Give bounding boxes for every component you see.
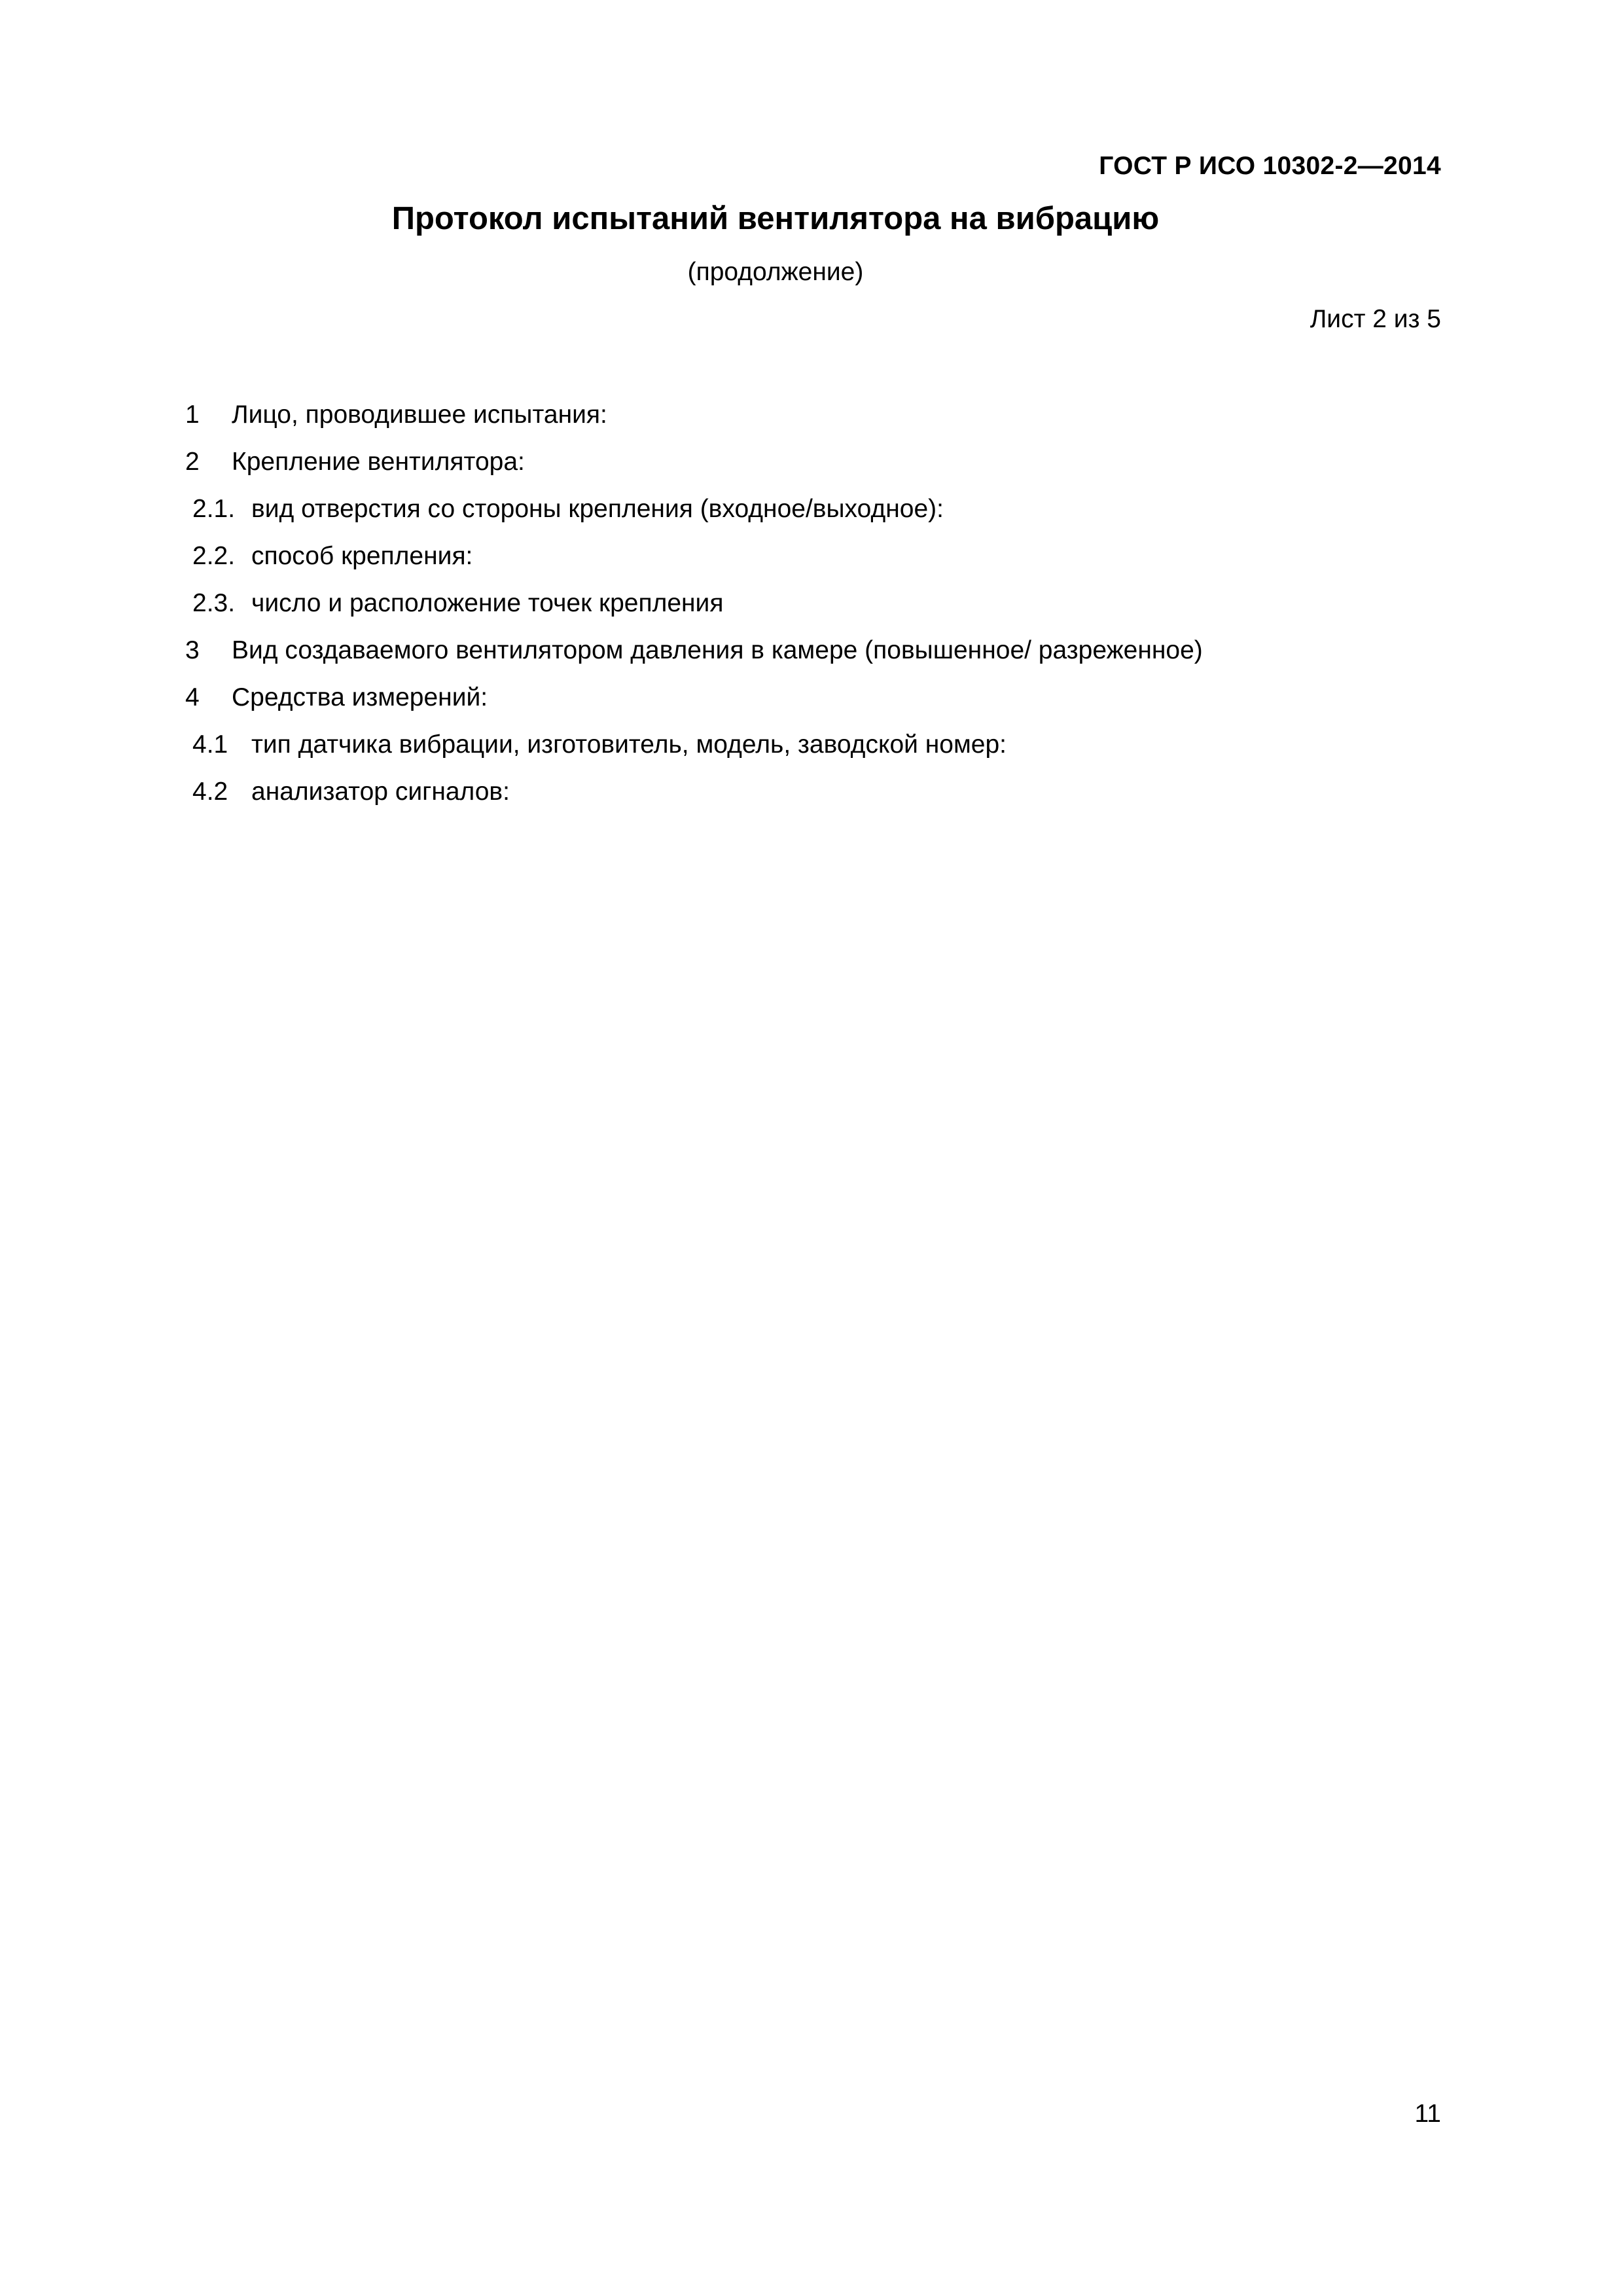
page-number: 11 <box>1414 2100 1441 2128</box>
item-number: 2 <box>185 448 200 476</box>
item-number: 4.1 <box>192 730 228 759</box>
standard-code-header: ГОСТ Р ИСО 10302-2—2014 <box>1099 152 1441 180</box>
document-title: Протокол испытаний вентилятора на вибрацию <box>391 201 1160 236</box>
item-text: тип датчика вибрации, изготовитель, модель, заводской номер: <box>251 730 1007 759</box>
item-number: 1 <box>185 401 200 429</box>
item-number: 2.1. <box>192 495 236 523</box>
item-text: число и расположение точек крепления <box>251 589 724 617</box>
item-number: 2.3. <box>192 589 236 617</box>
item-text: вид отверстия со стороны крепления (входное/выходное): <box>251 495 944 523</box>
item-number: 2.2. <box>192 542 236 570</box>
sheet-counter: Лист 2 из 5 <box>1310 305 1441 333</box>
item-number: 4.2 <box>192 778 228 806</box>
item-text: способ крепления: <box>251 542 473 570</box>
item-number: 3 <box>185 636 200 664</box>
item-text: Средства измерений: <box>232 683 488 711</box>
item-number: 4 <box>185 683 200 711</box>
document-subtitle: (продолжение) <box>687 258 864 286</box>
item-text: анализатор сигналов: <box>251 778 510 806</box>
protocol-items-list <box>0 0 1623 851</box>
item-text: Лицо, проводившее испытания: <box>232 401 607 429</box>
item-text: Вид создаваемого вентилятором давления в камере (повышенное/ разреженное) <box>232 636 1203 664</box>
item-text: Крепление вентилятора: <box>232 448 525 476</box>
